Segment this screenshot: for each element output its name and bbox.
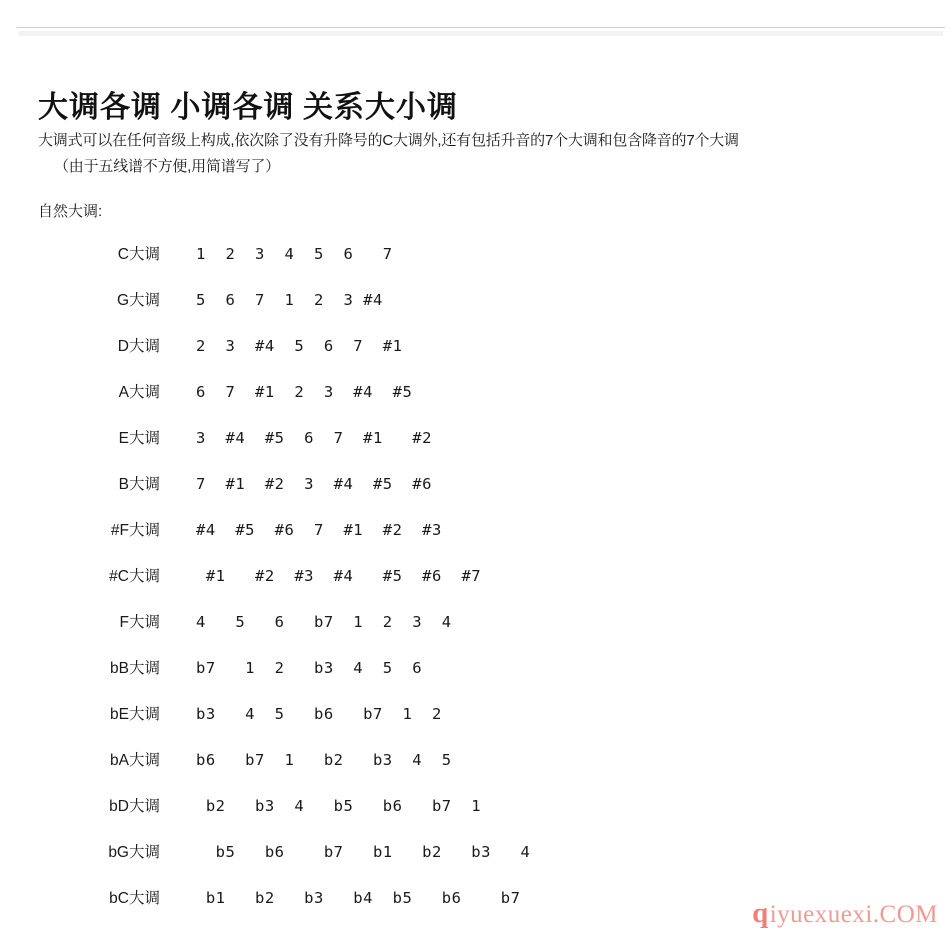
scale-row	[0, 426, 952, 472]
scale-row	[0, 242, 952, 288]
scale-row	[0, 518, 952, 564]
watermark-logo-letter: q	[752, 897, 769, 929]
scale-row	[0, 610, 952, 656]
scale-notes: b7 1 2 b3 4 5 6	[196, 659, 423, 677]
scale-key-name: F大调	[119, 614, 160, 631]
scale-key-name: D大调	[117, 338, 160, 355]
scale-notes: 1 2 3 4 5 6 7	[196, 245, 393, 263]
scale-key-name: #F大调	[110, 522, 160, 539]
section-heading-natural-major: 自然大调:	[38, 203, 103, 220]
scale-key-name: A大调	[118, 384, 160, 401]
scale-row	[0, 380, 952, 426]
scale-notes: 2 3 #4 5 6 7 #1	[196, 337, 403, 355]
scale-notes: #1 #2 #3 #4 #5 #6 #7	[196, 567, 482, 585]
scale-notes: 4 5 6 b7 1 2 3 4	[196, 613, 452, 631]
scale-key-name: bE大调	[110, 706, 160, 723]
site-watermark	[752, 897, 938, 930]
scale-notes: b1 b2 b3 b4 b5 b6 b7	[196, 889, 521, 907]
watermark-domain-text: iyuexuexi.COM	[769, 901, 938, 928]
scale-key-name: bB大调	[110, 660, 160, 677]
scale-notes: b5 b6 b7 b1 b2 b3 4	[196, 843, 531, 861]
scale-key-name: bD大调	[109, 798, 160, 815]
scale-row	[0, 334, 952, 380]
scale-row	[0, 472, 952, 518]
scale-notes: #4 #5 #6 7 #1 #2 #3	[196, 521, 442, 539]
scale-notes: 3 #4 #5 6 7 #1 #2	[196, 429, 432, 447]
scale-row	[0, 794, 952, 840]
scale-key-name: bA大调	[110, 752, 160, 769]
intro-paragraph	[38, 128, 938, 180]
page-title: 大调各调 小调各调 关系大小调	[38, 91, 458, 125]
scale-row	[0, 564, 952, 610]
scale-key-name: E大调	[118, 430, 160, 447]
scale-notes: 5 6 7 1 2 3 #4	[196, 291, 383, 309]
scale-key-name: G大调	[116, 292, 160, 309]
scale-list	[0, 242, 952, 932]
scale-notes: 7 #1 #2 3 #4 #5 #6	[196, 475, 432, 493]
scale-row	[0, 702, 952, 748]
intro-line-1: 大调式可以在任何音级上构成,依次除了没有升降号的C大调外,还有包括升音的7个大调和包含降音的7个大调	[38, 132, 739, 149]
scale-row	[0, 656, 952, 702]
scale-row	[0, 288, 952, 334]
intro-line-2: （由于五线谱不方便,用简谱写了）	[54, 158, 280, 175]
top-accent-band	[18, 31, 943, 36]
scale-key-name: B大调	[118, 476, 160, 493]
top-divider	[16, 27, 945, 28]
scale-key-name: #C大调	[109, 568, 160, 585]
scale-notes: 6 7 #1 2 3 #4 #5	[196, 383, 413, 401]
scale-row	[0, 748, 952, 794]
scale-notes: b3 4 5 b6 b7 1 2	[196, 705, 442, 723]
scale-notes: b2 b3 4 b5 b6 b7 1	[196, 797, 482, 815]
scale-key-name: bG大调	[108, 844, 160, 861]
scale-row	[0, 840, 952, 886]
scale-key-name: bC大调	[109, 890, 160, 907]
scale-notes: b6 b7 1 b2 b3 4 5	[196, 751, 452, 769]
scale-key-name: C大调	[117, 246, 160, 263]
